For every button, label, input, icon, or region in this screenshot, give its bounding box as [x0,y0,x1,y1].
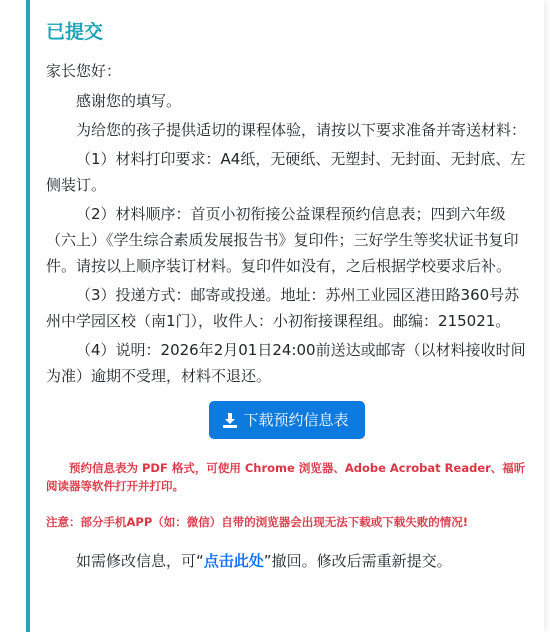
submission-card [26,0,544,632]
item-print-requirements: （1）材料打印要求：A4纸，无硬纸、无塑封、无封面、无封底、左侧装订。 [46,150,526,194]
download-button-label: 下载预约信息表 [243,411,349,429]
item-delivery-method: （3）投递方式：邮寄或投递。地址：苏州工业园区港田路360号苏州中学园区校（南1门），收件人：小初衔接课程组。邮编：215021。 [46,286,520,330]
withdraw-link[interactable]: 点击此处 [203,552,264,570]
instructions [46,58,528,389]
download-area [46,401,528,439]
mobile-warning-note: 注意：部分手机APP（如：微信）自带的浏览器会出现无法下载或下载失败的情况! [46,515,468,529]
page-title: 已提交 [46,21,104,43]
download-icon [223,413,237,428]
thanks-text: 感谢您的填写。 [76,92,182,110]
pdf-format-note: 预约信息表为 PDF 格式，可使用 Chrome 浏览器、Adobe Acrobat Reader、福昕阅读器等软件打开并打印。 [46,461,526,493]
greeting-text: 家长您好： [46,62,122,80]
modify-prefix: 如需修改信息，可“ [76,552,204,570]
download-form-button[interactable] [209,401,364,439]
item-material-order: （2）材料顺序：首页小初衔接公益课程预约信息表；四到六年级（六上）《学生综合素质发展报告书》复印件；三好学生等奖状证书复印件。请按以上顺序装订材料。复印件如没有，之后根据学校要求后补。 [46,205,519,275]
modify-suffix: ”撤回。修改后需重新提交。 [263,552,452,570]
item-deadline-note: （4）说明：2026年2月01日24:00前送达或邮寄（以材料接收时间为准）逾期不受理，材料不退还。 [46,341,526,385]
intro-text: 为给您的孩子提供适切的课程体验，请按以下要求准备并寄送材料： [76,121,527,139]
modify-info [46,549,528,573]
